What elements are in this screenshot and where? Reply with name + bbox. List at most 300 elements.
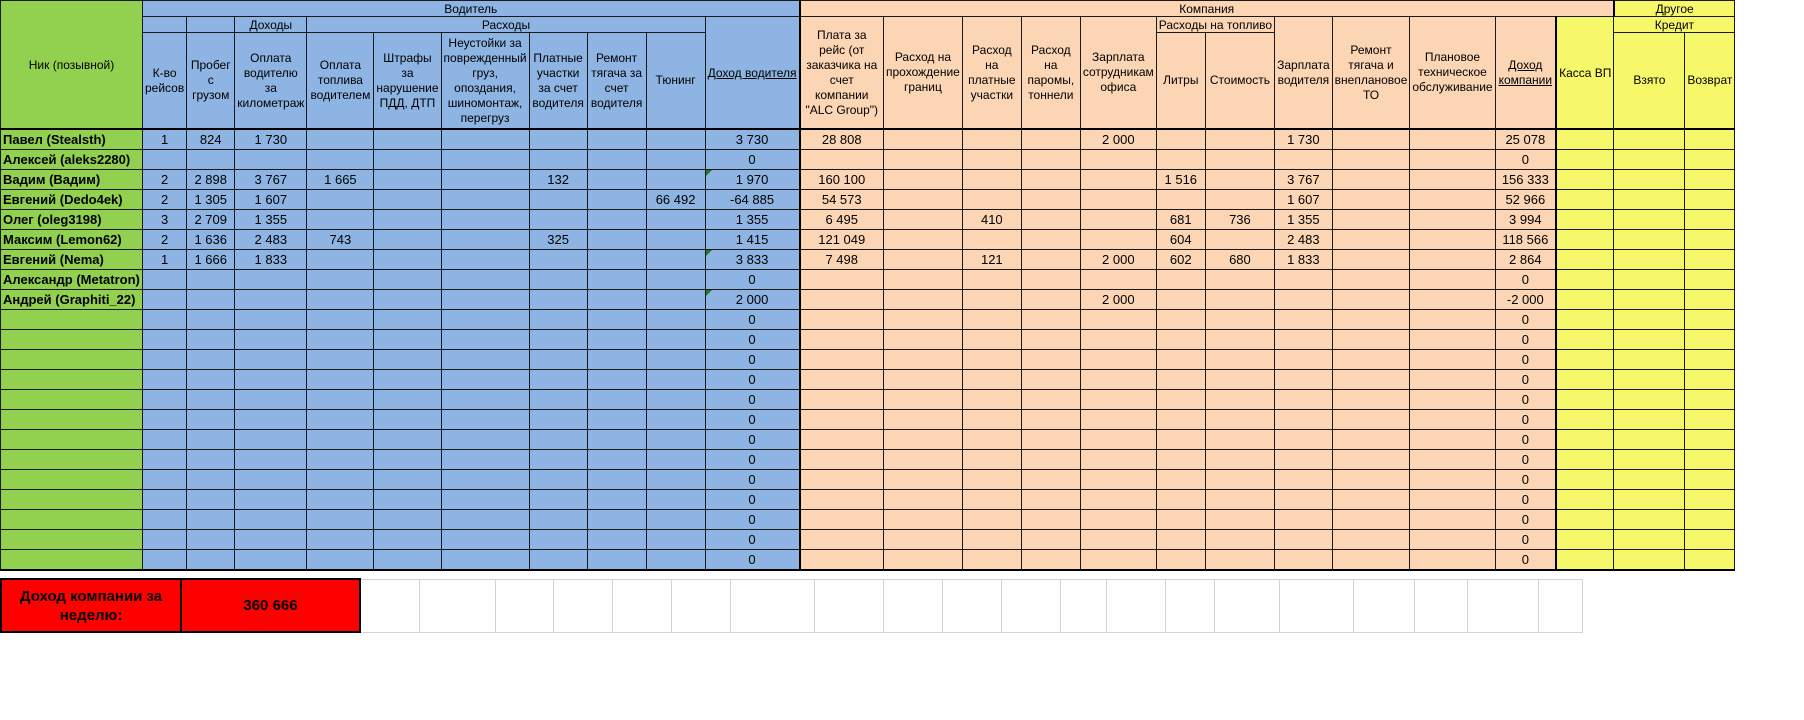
cell-cash[interactable] — [1556, 530, 1614, 550]
cell-border[interactable] — [884, 150, 963, 170]
cell-ferry[interactable] — [1021, 190, 1080, 210]
cell-toll-driver[interactable]: 325 — [529, 230, 587, 250]
cell-taken[interactable] — [1614, 129, 1685, 150]
cell-border[interactable] — [884, 210, 963, 230]
cell-driver-salary[interactable]: 1 607 — [1275, 190, 1333, 210]
cell-returned[interactable] — [1685, 550, 1735, 571]
cell-tuning[interactable]: 66 492 — [646, 190, 705, 210]
cell-ferry[interactable] — [1021, 370, 1080, 390]
cell-toll[interactable] — [962, 510, 1021, 530]
cell-ferry[interactable] — [1021, 290, 1080, 310]
cell-cash[interactable] — [1556, 410, 1614, 430]
cell-repair-unplanned[interactable] — [1332, 129, 1410, 150]
cell-returned[interactable] — [1685, 210, 1735, 230]
cell-taken[interactable] — [1614, 270, 1685, 290]
cell-driver-income[interactable]: 3 730 — [705, 129, 799, 150]
cell-repair-driver[interactable] — [587, 510, 646, 530]
cell-office-salary[interactable] — [1080, 270, 1156, 290]
cell-liters[interactable] — [1156, 129, 1205, 150]
cell-planned-service[interactable] — [1410, 210, 1495, 230]
cell-trips[interactable] — [143, 330, 187, 350]
cell-planned-service[interactable] — [1410, 370, 1495, 390]
cell-penalty[interactable] — [441, 350, 529, 370]
cell-repair-unplanned[interactable] — [1332, 510, 1410, 530]
cell-pay-km[interactable]: 1 355 — [235, 210, 307, 230]
cell-fines[interactable] — [374, 270, 441, 290]
cell-fee[interactable] — [800, 550, 884, 571]
cell-toll[interactable] — [962, 370, 1021, 390]
cell-trips[interactable] — [143, 290, 187, 310]
cell-office-salary[interactable]: 2 000 — [1080, 129, 1156, 150]
cell-ferry[interactable] — [1021, 210, 1080, 230]
cell-cash[interactable] — [1556, 370, 1614, 390]
cell-nick[interactable] — [1, 310, 143, 330]
cell-driver-salary[interactable] — [1275, 350, 1333, 370]
cell-planned-service[interactable] — [1410, 129, 1495, 150]
cell-mileage[interactable] — [187, 330, 235, 350]
cell-taken[interactable] — [1614, 170, 1685, 190]
cell-liters[interactable]: 604 — [1156, 230, 1205, 250]
cell-taken[interactable] — [1614, 450, 1685, 470]
cell-fuel-driver[interactable] — [307, 270, 374, 290]
cell-mileage[interactable] — [187, 270, 235, 290]
cell-tuning[interactable] — [646, 490, 705, 510]
cell-nick[interactable] — [1, 430, 143, 450]
cell-fee[interactable] — [800, 350, 884, 370]
cell-mileage[interactable] — [187, 450, 235, 470]
cell-cost[interactable] — [1205, 530, 1274, 550]
cell-company-income[interactable]: 2 864 — [1495, 250, 1556, 270]
cell-border[interactable] — [884, 550, 963, 571]
cell-border[interactable] — [884, 170, 963, 190]
cell-toll-driver[interactable] — [529, 310, 587, 330]
cell-repair-driver[interactable] — [587, 270, 646, 290]
cell-repair-unplanned[interactable] — [1332, 430, 1410, 450]
cell-border[interactable] — [884, 430, 963, 450]
cell-liters[interactable] — [1156, 330, 1205, 350]
cell-cash[interactable] — [1556, 550, 1614, 571]
cell-tuning[interactable] — [646, 330, 705, 350]
cell-cost[interactable] — [1205, 190, 1274, 210]
cell-cash[interactable] — [1556, 490, 1614, 510]
cell-taken[interactable] — [1614, 230, 1685, 250]
cell-ferry[interactable] — [1021, 330, 1080, 350]
cell-tuning[interactable] — [646, 350, 705, 370]
cell-office-salary[interactable] — [1080, 150, 1156, 170]
cell-pay-km[interactable] — [235, 410, 307, 430]
cell-driver-income[interactable]: 0 — [705, 150, 799, 170]
cell-driver-income[interactable]: 0 — [705, 370, 799, 390]
cell-planned-service[interactable] — [1410, 450, 1495, 470]
cell-planned-service[interactable] — [1410, 390, 1495, 410]
cell-toll[interactable]: 410 — [962, 210, 1021, 230]
cell-repair-driver[interactable] — [587, 190, 646, 210]
cell-mileage[interactable]: 1 666 — [187, 250, 235, 270]
cell-toll-driver[interactable] — [529, 250, 587, 270]
cell-taken[interactable] — [1614, 490, 1685, 510]
cell-border[interactable] — [884, 330, 963, 350]
cell-driver-income[interactable]: 2 000 — [705, 290, 799, 310]
cell-liters[interactable] — [1156, 390, 1205, 410]
cell-fuel-driver[interactable] — [307, 430, 374, 450]
cell-company-income[interactable]: 118 566 — [1495, 230, 1556, 250]
cell-repair-driver[interactable] — [587, 230, 646, 250]
cell-fines[interactable] — [374, 230, 441, 250]
cell-cash[interactable] — [1556, 350, 1614, 370]
cell-office-salary[interactable]: 2 000 — [1080, 290, 1156, 310]
cell-office-salary[interactable] — [1080, 330, 1156, 350]
cell-cost[interactable] — [1205, 290, 1274, 310]
cell-trips[interactable]: 3 — [143, 210, 187, 230]
cell-pay-km[interactable] — [235, 310, 307, 330]
cell-tuning[interactable] — [646, 370, 705, 390]
cell-tuning[interactable] — [646, 550, 705, 571]
cell-driver-salary[interactable] — [1275, 410, 1333, 430]
cell-pay-km[interactable] — [235, 490, 307, 510]
cell-fee[interactable]: 28 808 — [800, 129, 884, 150]
cell-office-salary[interactable] — [1080, 450, 1156, 470]
cell-planned-service[interactable] — [1410, 310, 1495, 330]
cell-fuel-driver[interactable] — [307, 530, 374, 550]
cell-fee[interactable]: 121 049 — [800, 230, 884, 250]
cell-cost[interactable] — [1205, 550, 1274, 571]
cell-driver-income[interactable]: 0 — [705, 530, 799, 550]
cell-returned[interactable] — [1685, 330, 1735, 350]
cell-repair-unplanned[interactable] — [1332, 550, 1410, 571]
cell-pay-km[interactable]: 3 767 — [235, 170, 307, 190]
cell-ferry[interactable] — [1021, 350, 1080, 370]
cell-penalty[interactable] — [441, 230, 529, 250]
cell-cost[interactable] — [1205, 450, 1274, 470]
cell-driver-salary[interactable] — [1275, 150, 1333, 170]
cell-repair-driver[interactable] — [587, 150, 646, 170]
cell-repair-unplanned[interactable] — [1332, 290, 1410, 310]
cell-company-income[interactable]: 0 — [1495, 310, 1556, 330]
cell-pay-km[interactable] — [235, 270, 307, 290]
cell-toll-driver[interactable] — [529, 290, 587, 310]
cell-driver-salary[interactable] — [1275, 430, 1333, 450]
cell-fines[interactable] — [374, 190, 441, 210]
cell-fuel-driver[interactable] — [307, 390, 374, 410]
cell-penalty[interactable] — [441, 129, 529, 150]
cell-driver-income[interactable]: 1 415 — [705, 230, 799, 250]
cell-fines[interactable] — [374, 490, 441, 510]
cell-toll-driver[interactable] — [529, 530, 587, 550]
cell-driver-salary[interactable] — [1275, 470, 1333, 490]
cell-office-salary[interactable] — [1080, 190, 1156, 210]
cell-cost[interactable] — [1205, 129, 1274, 150]
cell-trips[interactable] — [143, 410, 187, 430]
cell-toll-driver[interactable] — [529, 510, 587, 530]
cell-mileage[interactable]: 2 709 — [187, 210, 235, 230]
cell-repair-driver[interactable] — [587, 490, 646, 510]
cell-toll[interactable] — [962, 390, 1021, 410]
cell-toll-driver[interactable] — [529, 210, 587, 230]
cell-office-salary[interactable] — [1080, 430, 1156, 450]
cell-driver-salary[interactable] — [1275, 530, 1333, 550]
cell-border[interactable] — [884, 290, 963, 310]
cell-driver-income[interactable]: 0 — [705, 270, 799, 290]
cell-repair-driver[interactable] — [587, 250, 646, 270]
cell-pay-km[interactable] — [235, 330, 307, 350]
cell-driver-salary[interactable]: 1 730 — [1275, 129, 1333, 150]
cell-liters[interactable] — [1156, 150, 1205, 170]
cell-repair-unplanned[interactable] — [1332, 150, 1410, 170]
cell-cost[interactable] — [1205, 430, 1274, 450]
cell-returned[interactable] — [1685, 470, 1735, 490]
cell-mileage[interactable] — [187, 550, 235, 571]
cell-tuning[interactable] — [646, 290, 705, 310]
cell-planned-service[interactable] — [1410, 510, 1495, 530]
cell-fuel-driver[interactable] — [307, 290, 374, 310]
cell-trips[interactable] — [143, 270, 187, 290]
cell-fines[interactable] — [374, 430, 441, 450]
cell-penalty[interactable] — [441, 550, 529, 571]
cell-fuel-driver[interactable] — [307, 370, 374, 390]
cell-liters[interactable] — [1156, 450, 1205, 470]
cell-penalty[interactable] — [441, 510, 529, 530]
cell-driver-salary[interactable] — [1275, 390, 1333, 410]
cell-cash[interactable] — [1556, 290, 1614, 310]
cell-penalty[interactable] — [441, 290, 529, 310]
cell-driver-salary[interactable]: 2 483 — [1275, 230, 1333, 250]
cell-penalty[interactable] — [441, 210, 529, 230]
cell-cost[interactable] — [1205, 390, 1274, 410]
cell-company-income[interactable]: 3 994 — [1495, 210, 1556, 230]
cell-penalty[interactable] — [441, 150, 529, 170]
cell-company-income[interactable]: 0 — [1495, 370, 1556, 390]
cell-mileage[interactable] — [187, 290, 235, 310]
cell-fines[interactable] — [374, 350, 441, 370]
cell-nick[interactable]: Вадим (Вадим) — [1, 170, 143, 190]
cell-toll-driver[interactable] — [529, 330, 587, 350]
cell-fines[interactable] — [374, 310, 441, 330]
cell-fee[interactable]: 6 495 — [800, 210, 884, 230]
cell-nick[interactable]: Павел (Stealsth) — [1, 129, 143, 150]
cell-driver-income[interactable]: 0 — [705, 510, 799, 530]
cell-toll-driver[interactable] — [529, 390, 587, 410]
cell-nick[interactable] — [1, 530, 143, 550]
cell-nick[interactable]: Евгений (Nema) — [1, 250, 143, 270]
cell-driver-income[interactable]: 0 — [705, 450, 799, 470]
cell-liters[interactable] — [1156, 190, 1205, 210]
cell-taken[interactable] — [1614, 510, 1685, 530]
cell-driver-salary[interactable] — [1275, 450, 1333, 470]
cell-repair-driver[interactable] — [587, 550, 646, 571]
cell-nick[interactable] — [1, 490, 143, 510]
cell-fuel-driver[interactable] — [307, 150, 374, 170]
cell-tuning[interactable] — [646, 210, 705, 230]
cell-pay-km[interactable] — [235, 550, 307, 571]
cell-trips[interactable]: 1 — [143, 250, 187, 270]
cell-trips[interactable]: 2 — [143, 190, 187, 210]
cell-fines[interactable] — [374, 290, 441, 310]
cell-fines[interactable] — [374, 330, 441, 350]
cell-tuning[interactable] — [646, 129, 705, 150]
cell-border[interactable] — [884, 390, 963, 410]
cell-mileage[interactable] — [187, 150, 235, 170]
cell-company-income[interactable]: 25 078 — [1495, 129, 1556, 150]
cell-toll[interactable] — [962, 490, 1021, 510]
cell-driver-income[interactable]: 0 — [705, 430, 799, 450]
cell-toll-driver[interactable] — [529, 150, 587, 170]
cell-fee[interactable] — [800, 530, 884, 550]
cell-cost[interactable] — [1205, 170, 1274, 190]
cell-driver-income[interactable]: 1 970 — [705, 170, 799, 190]
cell-border[interactable] — [884, 129, 963, 150]
cell-toll-driver[interactable] — [529, 490, 587, 510]
cell-driver-salary[interactable] — [1275, 370, 1333, 390]
cell-repair-unplanned[interactable] — [1332, 370, 1410, 390]
cell-fuel-driver[interactable]: 743 — [307, 230, 374, 250]
cell-fuel-driver[interactable] — [307, 310, 374, 330]
cell-liters[interactable] — [1156, 310, 1205, 330]
cell-trips[interactable] — [143, 430, 187, 450]
cell-nick[interactable] — [1, 350, 143, 370]
cell-returned[interactable] — [1685, 190, 1735, 210]
cell-toll[interactable] — [962, 290, 1021, 310]
cell-repair-driver[interactable] — [587, 129, 646, 150]
cell-planned-service[interactable] — [1410, 290, 1495, 310]
cell-fines[interactable] — [374, 370, 441, 390]
cell-fines[interactable] — [374, 510, 441, 530]
cell-cash[interactable] — [1556, 270, 1614, 290]
cell-taken[interactable] — [1614, 470, 1685, 490]
cell-repair-driver[interactable] — [587, 350, 646, 370]
cell-company-income[interactable]: 156 333 — [1495, 170, 1556, 190]
cell-cash[interactable] — [1556, 190, 1614, 210]
cell-repair-unplanned[interactable] — [1332, 270, 1410, 290]
cell-repair-unplanned[interactable] — [1332, 170, 1410, 190]
cell-planned-service[interactable] — [1410, 350, 1495, 370]
cell-penalty[interactable] — [441, 490, 529, 510]
cell-liters[interactable] — [1156, 410, 1205, 430]
cell-repair-driver[interactable] — [587, 210, 646, 230]
cell-repair-unplanned[interactable] — [1332, 450, 1410, 470]
cell-penalty[interactable] — [441, 170, 529, 190]
cell-cash[interactable] — [1556, 250, 1614, 270]
cell-ferry[interactable] — [1021, 270, 1080, 290]
cell-cash[interactable] — [1556, 129, 1614, 150]
cell-nick[interactable]: Александр (Metatron) — [1, 270, 143, 290]
cell-pay-km[interactable] — [235, 530, 307, 550]
cell-trips[interactable] — [143, 350, 187, 370]
cell-fee[interactable]: 160 100 — [800, 170, 884, 190]
cell-cash[interactable] — [1556, 150, 1614, 170]
cell-returned[interactable] — [1685, 230, 1735, 250]
cell-ferry[interactable] — [1021, 129, 1080, 150]
cell-trips[interactable] — [143, 550, 187, 571]
cell-toll-driver[interactable] — [529, 450, 587, 470]
cell-trips[interactable] — [143, 530, 187, 550]
cell-repair-unplanned[interactable] — [1332, 410, 1410, 430]
cell-repair-unplanned[interactable] — [1332, 490, 1410, 510]
cell-repair-unplanned[interactable] — [1332, 390, 1410, 410]
cell-company-income[interactable]: 52 966 — [1495, 190, 1556, 210]
cell-pay-km[interactable] — [235, 350, 307, 370]
cell-company-income[interactable]: 0 — [1495, 270, 1556, 290]
cell-trips[interactable] — [143, 470, 187, 490]
cell-taken[interactable] — [1614, 410, 1685, 430]
cell-border[interactable] — [884, 450, 963, 470]
cell-penalty[interactable] — [441, 470, 529, 490]
cell-cash[interactable] — [1556, 510, 1614, 530]
cell-toll[interactable] — [962, 430, 1021, 450]
cell-driver-salary[interactable] — [1275, 490, 1333, 510]
cell-pay-km[interactable] — [235, 290, 307, 310]
cell-pay-km[interactable] — [235, 450, 307, 470]
cell-nick[interactable]: Максим (Lemon62) — [1, 230, 143, 250]
cell-pay-km[interactable]: 1 730 — [235, 129, 307, 150]
cell-office-salary[interactable] — [1080, 510, 1156, 530]
cell-trips[interactable] — [143, 510, 187, 530]
cell-trips[interactable] — [143, 450, 187, 470]
cell-fuel-driver[interactable] — [307, 250, 374, 270]
cell-trips[interactable] — [143, 370, 187, 390]
cell-nick[interactable] — [1, 330, 143, 350]
cell-driver-salary[interactable] — [1275, 310, 1333, 330]
cell-fuel-driver[interactable] — [307, 330, 374, 350]
cell-mileage[interactable] — [187, 530, 235, 550]
cell-fines[interactable] — [374, 129, 441, 150]
cell-tuning[interactable] — [646, 470, 705, 490]
cell-office-salary[interactable] — [1080, 230, 1156, 250]
cell-toll[interactable] — [962, 190, 1021, 210]
cell-company-income[interactable]: 0 — [1495, 150, 1556, 170]
cell-driver-salary[interactable]: 3 767 — [1275, 170, 1333, 190]
cell-company-income[interactable]: 0 — [1495, 450, 1556, 470]
cell-taken[interactable] — [1614, 370, 1685, 390]
cell-toll[interactable]: 121 — [962, 250, 1021, 270]
cell-nick[interactable]: Олег (oleg3198) — [1, 210, 143, 230]
cell-trips[interactable] — [143, 390, 187, 410]
cell-planned-service[interactable] — [1410, 150, 1495, 170]
cell-driver-income[interactable]: 0 — [705, 350, 799, 370]
cell-trips[interactable] — [143, 310, 187, 330]
cell-fines[interactable] — [374, 250, 441, 270]
cell-repair-driver[interactable] — [587, 390, 646, 410]
cell-taken[interactable] — [1614, 150, 1685, 170]
cell-toll-driver[interactable] — [529, 410, 587, 430]
cell-liters[interactable] — [1156, 470, 1205, 490]
cell-border[interactable] — [884, 490, 963, 510]
cell-returned[interactable] — [1685, 350, 1735, 370]
cell-toll-driver[interactable] — [529, 370, 587, 390]
cell-toll[interactable] — [962, 310, 1021, 330]
cell-nick[interactable] — [1, 450, 143, 470]
cell-repair-unplanned[interactable] — [1332, 310, 1410, 330]
cell-tuning[interactable] — [646, 270, 705, 290]
cell-driver-salary[interactable] — [1275, 330, 1333, 350]
cell-repair-driver[interactable] — [587, 470, 646, 490]
cell-fuel-driver[interactable] — [307, 490, 374, 510]
cell-fines[interactable] — [374, 170, 441, 190]
cell-repair-unplanned[interactable] — [1332, 330, 1410, 350]
cell-office-salary[interactable] — [1080, 490, 1156, 510]
cell-liters[interactable] — [1156, 270, 1205, 290]
cell-company-income[interactable]: 0 — [1495, 530, 1556, 550]
cell-taken[interactable] — [1614, 330, 1685, 350]
cell-cost[interactable] — [1205, 150, 1274, 170]
cell-tuning[interactable] — [646, 250, 705, 270]
cell-pay-km[interactable] — [235, 510, 307, 530]
cell-taken[interactable] — [1614, 530, 1685, 550]
cell-ferry[interactable] — [1021, 230, 1080, 250]
cell-fee[interactable] — [800, 450, 884, 470]
cell-ferry[interactable] — [1021, 430, 1080, 450]
cell-returned[interactable] — [1685, 250, 1735, 270]
cell-repair-driver[interactable] — [587, 450, 646, 470]
